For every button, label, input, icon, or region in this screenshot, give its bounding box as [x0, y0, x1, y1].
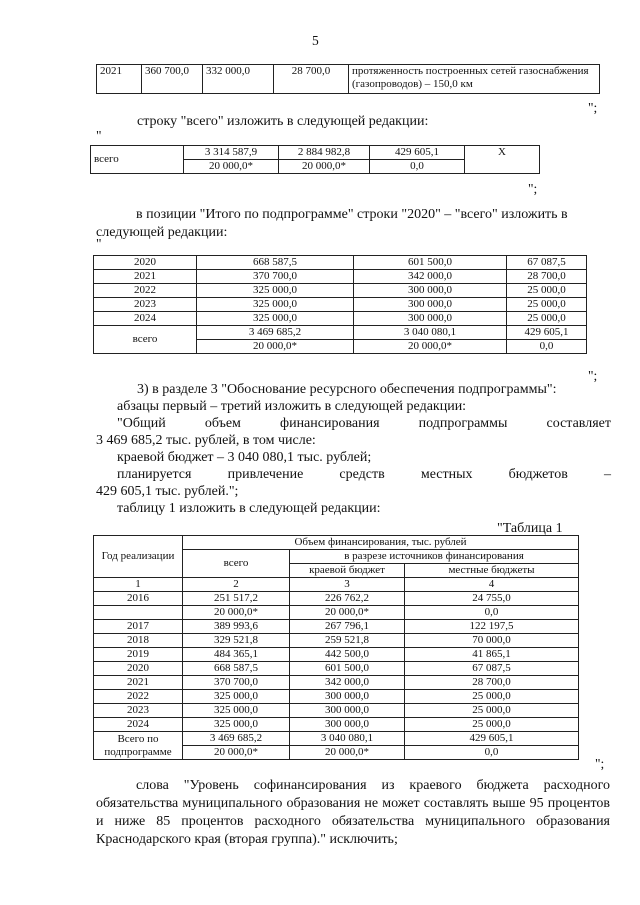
word: объем [204, 416, 241, 431]
word: бюджетов [508, 467, 568, 482]
cell: 20 000,0* [279, 160, 370, 174]
cell: 325 000,0 [183, 718, 290, 732]
cell: 25 000,0 [507, 298, 587, 312]
table-row [94, 620, 579, 634]
cell: 2022 [94, 284, 197, 298]
word: местных [420, 467, 473, 482]
paragraph: строку "всего" изложить в следующей редакции: [137, 114, 429, 129]
cell: 122 197,5 [405, 620, 579, 634]
header-sources: в разрезе источников финансирования [290, 550, 579, 564]
closing-quote: "; [588, 368, 598, 383]
word: составляет [546, 416, 611, 431]
cell: 0,0 [507, 340, 587, 354]
word: подпрограммы [418, 416, 508, 431]
cell: 332 000,0 [203, 65, 274, 94]
word: – [603, 467, 611, 482]
cell: 360 700,0 [142, 65, 203, 94]
cell: 325 000,0 [197, 312, 354, 326]
cell: 2021 [94, 270, 197, 284]
cell: 20 000,0* [183, 746, 290, 760]
header-year: Год реализации [94, 536, 183, 578]
cell: 429 605,1 [507, 326, 587, 340]
paragraph: 3 469 685,2 тыс. рублей, в том числе: [96, 433, 316, 448]
cell: 2023 [94, 704, 183, 718]
table-row [94, 270, 587, 284]
cell: 0,0 [370, 160, 465, 174]
cell: 2021 [97, 65, 142, 94]
cell: 329 521,8 [183, 634, 290, 648]
cell: 2019 [94, 648, 183, 662]
cell: 2023 [94, 298, 197, 312]
cell: 300 000,0 [290, 690, 405, 704]
paragraph-justified [117, 415, 611, 433]
cell: 2020 [94, 256, 197, 270]
vsego-table [90, 145, 540, 174]
cell: 3 [290, 578, 405, 592]
cell: 3 040 080,1 [354, 326, 507, 340]
cell [94, 606, 183, 620]
paragraph: слова "Уровень софинансирования из краевого бюджета расходного обязательства муниципального образования не может составлять выше 95 процентов и ниже 85 процентов расходного обязательства муниципального образования Краснодарского края (вторая группа)." исключить; [96, 778, 610, 847]
table-row [94, 704, 579, 718]
table-row [94, 326, 587, 340]
table-row [94, 648, 579, 662]
cell: 300 000,0 [354, 284, 507, 298]
closing-quote: "; [588, 100, 598, 115]
opening-quote: " [96, 236, 102, 251]
cell: X [465, 146, 540, 174]
top-table [96, 64, 600, 94]
cell: 370 700,0 [197, 270, 354, 284]
cell: 4 [405, 578, 579, 592]
cell: 25 000,0 [507, 312, 587, 326]
table-row [94, 256, 587, 270]
cell: 601 500,0 [290, 662, 405, 676]
cell: всего [91, 146, 184, 174]
cell: 20 000,0* [197, 340, 354, 354]
cell: 342 000,0 [290, 676, 405, 690]
cell: 2 884 982,8 [279, 146, 370, 160]
opening-quote: " [96, 128, 102, 143]
cell: 267 796,1 [290, 620, 405, 634]
cell: 3 040 080,1 [290, 732, 405, 746]
paragraph-justified [117, 466, 611, 484]
cell: 429 605,1 [370, 146, 465, 160]
cell: 28 700,0 [405, 676, 579, 690]
cell: 67 087,5 [405, 662, 579, 676]
cell: 325 000,0 [197, 298, 354, 312]
cell: 668 587,5 [183, 662, 290, 676]
cell: 429 605,1 [405, 732, 579, 746]
cell: 2024 [94, 718, 183, 732]
cell: 2 [183, 578, 290, 592]
cell: 300 000,0 [290, 704, 405, 718]
cell: 28 700,0 [274, 65, 349, 94]
itogo-table [93, 255, 587, 354]
cell: всего [94, 326, 197, 354]
table-row [94, 634, 579, 648]
word: "Общий [117, 416, 166, 431]
cell: 325 000,0 [197, 284, 354, 298]
word: планируется [117, 467, 192, 482]
cell: 2018 [94, 634, 183, 648]
cell: 325 000,0 [183, 690, 290, 704]
cell: 0,0 [405, 606, 579, 620]
cell: 3 469 685,2 [183, 732, 290, 746]
table-row [94, 312, 587, 326]
cell: 668 587,5 [197, 256, 354, 270]
cell: 226 762,2 [290, 592, 405, 606]
cell: 484 365,1 [183, 648, 290, 662]
cell: 24 755,0 [405, 592, 579, 606]
page-number: 5 [312, 33, 319, 48]
cell: 0,0 [405, 746, 579, 760]
cell: 20 000,0* [290, 606, 405, 620]
cell: 3 469 685,2 [197, 326, 354, 340]
cell: 300 000,0 [290, 718, 405, 732]
cell: 67 087,5 [507, 256, 587, 270]
header-mestnye: местные бюджеты [405, 564, 579, 578]
table-row [94, 606, 579, 620]
closing-quote: "; [528, 181, 538, 196]
cell: 259 521,8 [290, 634, 405, 648]
cell: 251 517,2 [183, 592, 290, 606]
cell: Всего по подпрограмме [94, 732, 183, 760]
cell: 25 000,0 [405, 690, 579, 704]
word: привлечение [227, 467, 304, 482]
word: средств [339, 467, 385, 482]
table-row [94, 732, 579, 746]
cell: 2021 [94, 676, 183, 690]
cell: 2016 [94, 592, 183, 606]
header-total: всего [183, 550, 290, 578]
word: финансирования [280, 416, 380, 431]
cell: 2020 [94, 662, 183, 676]
paragraph: в позиции "Итого по подпрограмме" строки "2020" – "всего" изложить в следующей редакции: [96, 207, 568, 240]
cell: 20 000,0* [183, 606, 290, 620]
cell: 20 000,0* [184, 160, 279, 174]
cell: 300 000,0 [354, 312, 507, 326]
header-volume: Объем финансирования, тыс. рублей [183, 536, 579, 550]
table-row [94, 662, 579, 676]
cell: 28 700,0 [507, 270, 587, 284]
cell: 3 314 587,9 [184, 146, 279, 160]
cell: 389 993,6 [183, 620, 290, 634]
cell: протяженность построенных сетей газоснабжения (газопроводов) – 150,0 км [349, 65, 600, 94]
header-kraevoy: краевой бюджет [290, 564, 405, 578]
table-caption: "Таблица 1 [497, 521, 563, 536]
paragraph: абзацы первый – третий изложить в следующей редакции: [117, 399, 467, 414]
cell: 300 000,0 [354, 298, 507, 312]
cell: 2024 [94, 312, 197, 326]
cell: 325 000,0 [183, 704, 290, 718]
cell: 25 000,0 [507, 284, 587, 298]
paragraph: краевой бюджет – 3 040 080,1 тыс. рублей; [117, 450, 372, 465]
cell: 25 000,0 [405, 718, 579, 732]
cell: 1 [94, 578, 183, 592]
table-row [94, 690, 579, 704]
table-1 [93, 535, 579, 760]
table-row [94, 592, 579, 606]
table-row [94, 718, 579, 732]
paragraph: 3) в разделе 3 "Обоснование ресурсного обеспечения подпрограммы": [137, 382, 557, 397]
paragraph: 429 605,1 тыс. рублей."; [96, 484, 239, 499]
cell: 601 500,0 [354, 256, 507, 270]
table-row [94, 676, 579, 690]
cell: 20 000,0* [354, 340, 507, 354]
cell: 2017 [94, 620, 183, 634]
cell: 70 000,0 [405, 634, 579, 648]
cell: 25 000,0 [405, 704, 579, 718]
table-row [94, 284, 587, 298]
cell: 41 865,1 [405, 648, 579, 662]
cell: 20 000,0* [290, 746, 405, 760]
cell: 2022 [94, 690, 183, 704]
table-row [94, 578, 579, 592]
closing-quote: "; [595, 756, 605, 771]
table-row [94, 298, 587, 312]
cell: 370 700,0 [183, 676, 290, 690]
cell: 442 500,0 [290, 648, 405, 662]
paragraph: таблицу 1 изложить в следующей редакции: [117, 501, 381, 516]
cell: 342 000,0 [354, 270, 507, 284]
